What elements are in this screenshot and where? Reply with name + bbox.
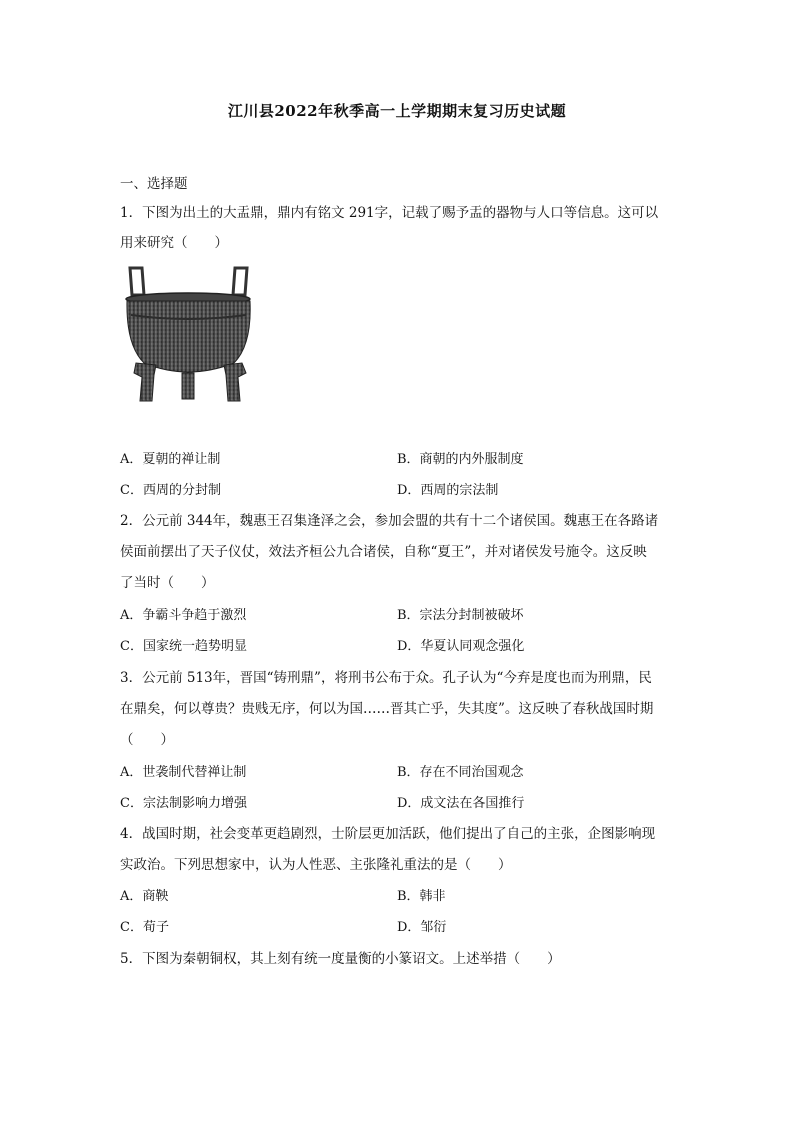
da-yu-ding-image [122,265,255,403]
question-3-line-3: （ ） [120,732,174,748]
q2-option-c: C．国家统一趋势明显 [120,639,247,654]
q4-option-d: D．邹衍 [397,920,447,935]
question-4-line-2: 实政治。下列思想家中，认为人性恶、主张隆礼重法的是（ ） [120,857,512,873]
question-2-line-3: 了当时（ ） [120,575,215,591]
question-2-line-1: 2．公元前 344年，魏惠王召集逢泽之会，参加会盟的共有十二个诸侯国。魏惠王在各路诸 [120,513,659,529]
q1-option-b: B．商朝的内外服制度 [397,452,524,467]
q2-option-b: B．宗法分封制被破坏 [397,608,524,623]
q1-option-a: A．夏朝的禅让制 [120,452,221,467]
question-4-line-1: 4．战国时期，社会变革更趋剧烈，士阶层更加活跃，他们提出了自己的主张，企图影响现 [120,826,656,842]
q3-option-a: A．世袭制代替禅让制 [120,765,247,780]
question-3-line-1: 3．公元前 513年，晋国“铸刑鼎”，将刑书公布于众。孔子认为“今弃是度也而为刑鼎，民 [120,670,652,686]
page-title: 江川县2022年秋季高一上学期期末复习历史试题 [227,102,567,120]
q3-option-d: D．成文法在各国推行 [397,796,525,811]
q2-option-d: D．华夏认同观念强化 [397,639,525,654]
question-5-line-1: 5．下图为秦朝铜权，其上刻有统一度量衡的小篆诏文。上述举措（ ） [120,951,561,967]
q1-option-d: D．西周的宗法制 [397,483,499,498]
q1-option-c: C．西周的分封制 [120,483,221,498]
question-1-line-2: 用来研究（ ） [120,235,228,251]
q4-option-a: A．商鞅 [120,889,169,904]
q3-option-b: B．存在不同治国观念 [397,765,524,780]
question-3-line-2: 在鼎矣，何以尊贵？贵贱无序，何以为国……晋其亡乎，失其度”。这反映了春秋战国时期 [120,701,654,717]
section-heading: 一、选择题 [120,176,188,192]
q4-option-b: B．韩非 [397,889,446,904]
q3-option-c: C．宗法制影响力增强 [120,796,247,811]
question-1-line-1: 1．下图为出土的大盂鼎，鼎内有铭文 291字，记载了赐予盂的器物与人口等信息。这可以 [120,205,659,221]
q4-option-c: C．荀子 [120,920,169,935]
q2-option-a: A．争霸斗争趋于激烈 [120,608,247,623]
question-2-line-2: 侯面前摆出了天子仪仗，效法齐桓公九合诸侯，自称“夏王”，并对诸侯发号施令。这反映 [120,544,647,560]
